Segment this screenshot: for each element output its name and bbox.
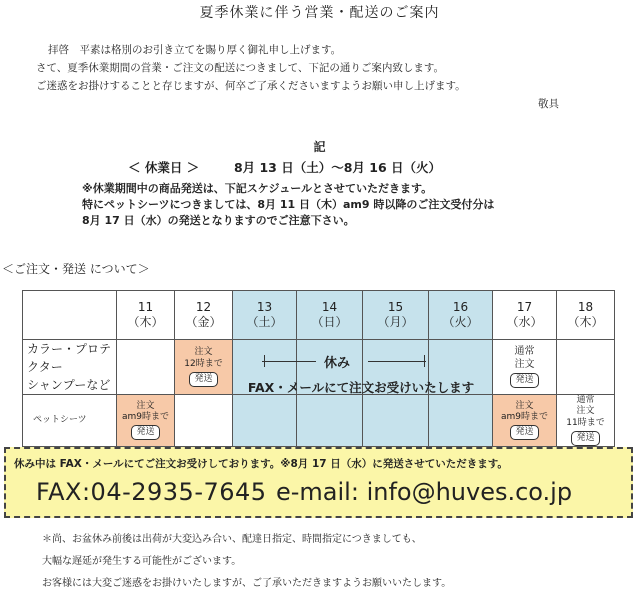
holiday-dates: 8月 13 日（土）～8月 16 日（火） bbox=[233, 160, 442, 175]
greeting-line: 拝啓 平素は格別のお引き立てを賜り厚く御礼申し上げます。 bbox=[48, 44, 342, 56]
range-line-right bbox=[368, 361, 426, 362]
cell-empty bbox=[557, 340, 615, 395]
closed-period-indicator bbox=[262, 352, 426, 372]
footer-line: ＊尚、お盆休み前後は出荷が大変込み合い、配達日指定、時間指定につきましても、 bbox=[42, 534, 422, 545]
pet-sheets-row bbox=[23, 395, 615, 447]
fax-mail-note: FAX・メールにて注文お受けいたします bbox=[247, 380, 475, 395]
schedule-header-row bbox=[23, 291, 615, 340]
day-header-closed: 14 （日） bbox=[297, 291, 363, 340]
range-tick-right bbox=[424, 355, 425, 367]
cell-order-deadline: 注文 12時まで 発送 bbox=[175, 340, 233, 395]
footer-line: 大幅な遅延が発生する可能性がございます。 bbox=[42, 556, 242, 567]
fax-number: FAX:04-2935-7645 bbox=[36, 478, 267, 506]
row-label-pet-sheets: ペットシーツ bbox=[23, 395, 117, 447]
cell-normal-order: 通常 注文 11時まで 発送 bbox=[557, 395, 615, 447]
day-header: 11 （木） bbox=[117, 291, 175, 340]
cell-closed bbox=[233, 395, 297, 447]
greeting-line: さて、夏季休業期間の営業・ご注文の配送につきまして、下記の通りご案内致します。 bbox=[36, 62, 445, 74]
ship-stamp: 発送 bbox=[189, 372, 217, 387]
day-header: 18 （木） bbox=[557, 291, 615, 340]
cell-empty bbox=[175, 395, 233, 447]
closing-keigu: 敬具 bbox=[538, 98, 559, 110]
page-title: 夏季休業に伴う営業・配送のご案内 bbox=[199, 5, 440, 21]
section-heading: ＜ご注文・発送 について＞ bbox=[2, 262, 150, 276]
day-header: 17 （水） bbox=[493, 291, 557, 340]
day-header: 12 （金） bbox=[175, 291, 233, 340]
greeting-line: ご迷惑をお掛けすることと存じますが、何卒ご了承くださいますようお願い申し上げます。 bbox=[36, 80, 466, 92]
header-corner bbox=[23, 291, 117, 340]
rest-label: 休み bbox=[324, 356, 351, 371]
note-line: ※休業期間中の商品発送は、下記スケジュールとさせていただきます。 bbox=[82, 182, 433, 195]
cell-normal-order: 通常 注文 発送 bbox=[493, 340, 557, 395]
holiday-line bbox=[128, 158, 441, 176]
cell-closed bbox=[297, 395, 363, 447]
range-line-left bbox=[262, 361, 316, 362]
cell-closed bbox=[363, 395, 429, 447]
holiday-label: ＜ 休業日 ＞ bbox=[128, 160, 200, 175]
row-label-accessories: カラー・プロテクター シャンプーなど bbox=[23, 340, 117, 395]
email-address: e-mail: info@huves.co.jp bbox=[276, 478, 573, 506]
ki-heading: 記 bbox=[313, 140, 326, 154]
ship-stamp: 発送 bbox=[510, 425, 538, 440]
ship-stamp: 発送 bbox=[131, 425, 159, 440]
footer-line: お客様には大変ご迷惑をお掛けいたしますが、ご了承いただきますようお願いいたします。 bbox=[42, 578, 452, 589]
cell-empty bbox=[117, 340, 175, 395]
ship-stamp: 発送 bbox=[510, 373, 538, 388]
range-tick-left bbox=[264, 355, 265, 367]
ship-stamp: 発送 bbox=[571, 431, 599, 446]
note-line: 8月 17 日（水）の発送となりますのでご注意下さい。 bbox=[82, 214, 355, 227]
note-line: 特にペットシーツにつきましては、8月 11 日（木）am9 時以降のご注文受付分は bbox=[82, 198, 495, 211]
cell-order-deadline: 注文 am9時まで 発送 bbox=[493, 395, 557, 447]
day-header-closed: 15 （月） bbox=[363, 291, 429, 340]
day-header-closed: 13 （土） bbox=[233, 291, 297, 340]
contact-banner-text: 休み中は FAX・メールにてご注文お受けしております。※8月 17 日（水）に発送させていただきます。 bbox=[14, 458, 508, 470]
cell-closed bbox=[429, 395, 493, 447]
cell-order-deadline: 注文 am9時まで 発送 bbox=[117, 395, 175, 447]
day-header-closed: 16 （火） bbox=[429, 291, 493, 340]
